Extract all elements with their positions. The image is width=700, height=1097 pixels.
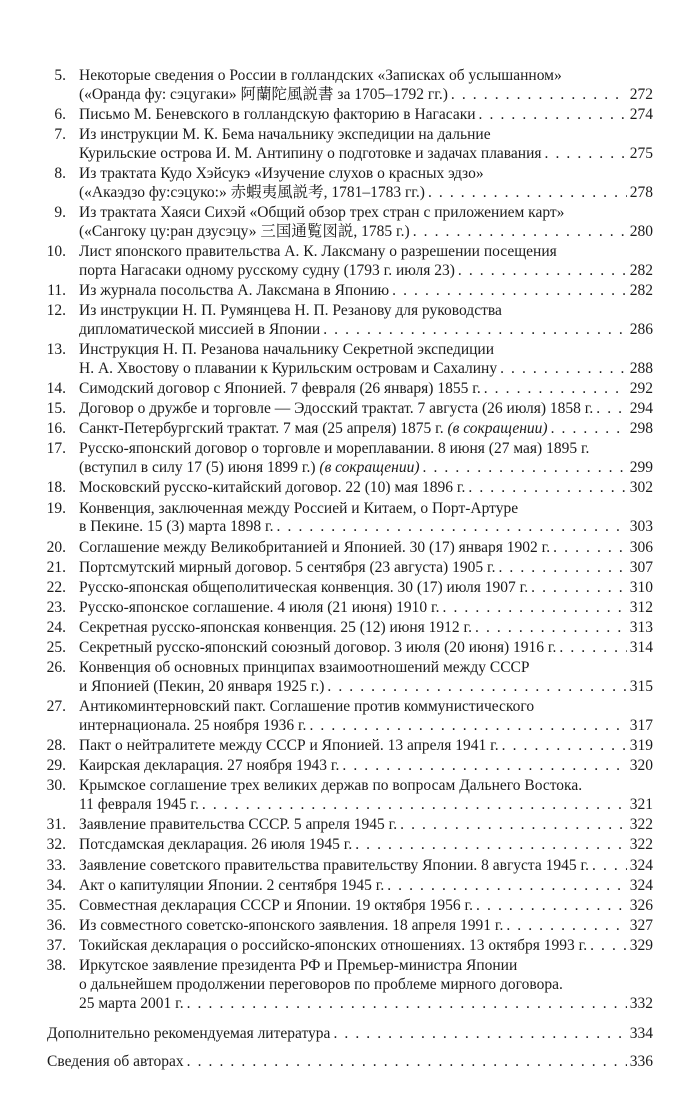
dot-leader bbox=[451, 86, 627, 105]
toc-entry bbox=[0, 67, 700, 105]
toc-entry bbox=[0, 599, 700, 618]
dot-leader bbox=[187, 995, 627, 1014]
toc-entry bbox=[0, 539, 700, 558]
page-number: 292 bbox=[629, 380, 653, 398]
toc-entry bbox=[0, 479, 700, 498]
dot-leader bbox=[551, 420, 627, 439]
toc-entry bbox=[0, 877, 700, 896]
entry-number: 15. bbox=[46, 400, 66, 418]
entry-title-line: Русско-японская общеполитическая конвенция. 30 (17) июля 1907 г. bbox=[79, 578, 529, 596]
entry-title-line: Симодский договор с Японией. 7 февраля (26 января) 1855 г. bbox=[79, 380, 481, 398]
entry-title-line: Русско-японский договор о торговле и мореплавании. 8 июня (27 мая) 1895 г. bbox=[79, 440, 590, 458]
entry-title-line: порта Нагасаки одному русскому судну (1793 г. июля 23) bbox=[79, 262, 455, 279]
entry-title-line: в Пекине. 15 (3) марта 1898 г. bbox=[79, 518, 274, 536]
dot-leader bbox=[400, 816, 627, 835]
entry-title-line: («Акаэдзо фу:сэцуко:» 赤蝦夷風説考, 1781–1783 гг.) bbox=[79, 184, 425, 201]
page-number: 275 bbox=[629, 145, 653, 162]
dot-leader bbox=[476, 897, 627, 916]
entry-title-line: Токийская декларация о российско-японских отношениях. 13 октября 1993 г. bbox=[79, 936, 588, 954]
dot-leader bbox=[468, 479, 626, 498]
entry-number: 6. bbox=[54, 106, 66, 123]
entry-number: 24. bbox=[46, 618, 66, 636]
dot-leader bbox=[323, 321, 627, 340]
entry-title-line: Конвенция об основных принципах взаимоотношений между СССР bbox=[79, 659, 530, 677]
section-title: Дополнительно рекомендуемая литература bbox=[47, 1024, 331, 1042]
toc-entry bbox=[0, 897, 700, 916]
page-number: 307 bbox=[629, 558, 653, 576]
toc-entry bbox=[0, 559, 700, 578]
toc-entry bbox=[0, 737, 700, 756]
toc-entry bbox=[0, 836, 700, 855]
toc-entry bbox=[0, 440, 700, 478]
page-number: 294 bbox=[629, 400, 653, 418]
entry-number: 19. bbox=[46, 499, 66, 517]
page-number: 280 bbox=[629, 223, 653, 240]
entry-number: 8. bbox=[54, 165, 66, 183]
dot-leader bbox=[596, 400, 626, 419]
entry-title-line: Из инструкции Н. П. Румянцева Н. П. Резанову для руководства bbox=[79, 302, 502, 320]
entry-title-line: Заявление правительства СССР. 5 апреля 1945 г. bbox=[79, 816, 398, 834]
dot-leader bbox=[458, 262, 627, 281]
dot-leader bbox=[392, 282, 627, 301]
dot-leader bbox=[475, 619, 627, 638]
entry-title-line: Из совместного советско-японского заявления. 18 апреля 1991 г. bbox=[79, 916, 504, 934]
page-number: 274 bbox=[629, 106, 653, 123]
toc-entry bbox=[0, 341, 700, 379]
entry-title-line: («Сангоку цу:ран дзусэцу» 三国通覧図説, 1785 г.) bbox=[79, 223, 410, 240]
page-number: 310 bbox=[629, 578, 653, 596]
page-number: 282 bbox=[629, 282, 653, 300]
entry-title-line: Соглашение между Великобританией и Японией. 30 (17) января 1902 г. bbox=[79, 538, 551, 556]
page-number: 312 bbox=[629, 598, 653, 616]
toc-entry bbox=[0, 937, 700, 956]
dot-leader bbox=[443, 599, 627, 618]
dot-leader bbox=[553, 539, 627, 558]
entry-title-line: дипломатической миссией в Японии bbox=[79, 321, 321, 339]
entry-title-line: Письмо М. Беневского в голландскую факторию в Нагасаки bbox=[79, 106, 476, 123]
dot-leader bbox=[592, 857, 627, 876]
toc-entry bbox=[0, 857, 700, 876]
entry-title-line: Крымское соглашение трех великих держав по вопросам Дальнего Востока. bbox=[79, 777, 583, 795]
toc-entry bbox=[0, 400, 700, 419]
entry-number: 30. bbox=[46, 777, 66, 795]
page-number: 334 bbox=[629, 1024, 653, 1042]
dot-leader bbox=[479, 106, 627, 125]
entry-number: 26. bbox=[46, 659, 66, 677]
entry-number: 20. bbox=[46, 538, 66, 556]
toc-entry bbox=[0, 420, 700, 439]
page-number: 320 bbox=[629, 757, 653, 775]
toc-entry bbox=[0, 659, 700, 697]
toc-entry bbox=[0, 165, 700, 203]
page-number: 299 bbox=[629, 459, 653, 477]
page-number: 326 bbox=[629, 896, 653, 914]
page-number: 336 bbox=[629, 1052, 653, 1070]
page-number: 321 bbox=[629, 796, 653, 814]
toc-entry bbox=[0, 957, 700, 1014]
entry-title-line: Конвенция, заключенная между Россией и Китаем, о Порт-Артуре bbox=[79, 499, 519, 517]
entry-title-line: 25 марта 2001 г. bbox=[79, 994, 184, 1012]
entry-title-line: Инструкция Н. П. Резанова начальнику Секретной экспедиции bbox=[79, 341, 495, 359]
entry-number: 7. bbox=[54, 126, 66, 144]
dot-leader bbox=[309, 717, 626, 736]
entry-title-line: и Японией (Пекин, 20 января 1925 г.) bbox=[79, 678, 325, 696]
entry-number: 38. bbox=[46, 956, 66, 974]
entry-number: 25. bbox=[46, 639, 66, 657]
entry-number: 9. bbox=[54, 204, 66, 222]
entry-title-line: Из инструкции М. К. Бема начальнику экспедиции на дальние bbox=[79, 126, 491, 144]
page-number: 298 bbox=[629, 420, 653, 438]
dot-leader bbox=[498, 559, 626, 578]
dot-leader bbox=[502, 737, 627, 756]
table-of-contents bbox=[0, 67, 700, 1071]
entry-number: 11. bbox=[47, 282, 66, 300]
entry-number: 32. bbox=[46, 836, 66, 854]
entry-title-line: 11 февраля 1945 г. bbox=[79, 796, 199, 814]
toc-entry bbox=[0, 302, 700, 340]
page-number: 306 bbox=[629, 538, 653, 556]
toc-entry bbox=[0, 500, 700, 538]
entry-number: 12. bbox=[46, 302, 66, 320]
dot-leader bbox=[327, 678, 626, 697]
entry-number: 14. bbox=[46, 380, 66, 398]
entry-number: 13. bbox=[46, 341, 66, 359]
entry-title-line: Из трактата Хаяси Сихэй «Общий обзор трех стран с приложением карт» bbox=[79, 204, 565, 222]
entry-number: 22. bbox=[46, 578, 66, 596]
toc-entry bbox=[0, 698, 700, 736]
entry-number: 16. bbox=[46, 420, 66, 438]
page-number: 303 bbox=[629, 518, 653, 536]
page-number: 282 bbox=[629, 262, 653, 279]
entry-title-line: Из трактата Кудо Хэйсукэ «Изучение слухов о красных эдзо» bbox=[79, 165, 484, 183]
entry-number: 34. bbox=[46, 876, 66, 894]
dot-leader bbox=[355, 836, 627, 855]
dot-leader bbox=[428, 184, 627, 203]
dot-leader bbox=[590, 937, 627, 956]
page-number: 324 bbox=[629, 856, 653, 874]
entry-number: 28. bbox=[46, 737, 66, 755]
toc-entry bbox=[0, 204, 700, 242]
dot-leader bbox=[559, 639, 626, 658]
entry-number: 31. bbox=[46, 816, 66, 834]
dot-leader bbox=[423, 459, 627, 478]
entry-number: 29. bbox=[46, 757, 66, 775]
entry-number: 17. bbox=[46, 440, 66, 458]
dot-leader bbox=[545, 145, 627, 164]
entry-number: 21. bbox=[46, 558, 66, 576]
entry-title-line: Акт о капитуляции Японии. 2 сентября 1945 г. bbox=[79, 876, 385, 894]
entry-title-line: Санкт-Петербургский трактат. 7 мая (25 апреля) 1875 г. bbox=[79, 420, 444, 438]
toc-entry bbox=[0, 777, 700, 815]
entry-number: 10. bbox=[46, 243, 66, 261]
entry-title-line: Портсмутский мирный договор. 5 сентября (23 августа) 1905 г. bbox=[79, 558, 496, 576]
page-number: 313 bbox=[629, 618, 653, 636]
entry-title-line: Потсдамская декларация. 26 июля 1945 г. bbox=[79, 836, 353, 854]
page-number: 322 bbox=[629, 816, 653, 834]
page-number: 288 bbox=[629, 360, 653, 378]
toc-section-entry bbox=[0, 1052, 700, 1071]
entry-title-line: Из журнала посольства А. Лаксмана в Японию bbox=[79, 282, 390, 300]
entry-number: 33. bbox=[46, 856, 66, 874]
entry-title-line: Иркутское заявление президента РФ и Премьер-министра Японии bbox=[79, 956, 518, 974]
entry-title-line: о дальнейшем продолжении переговоров по проблеме мирного договора. bbox=[79, 975, 563, 993]
entry-number: 18. bbox=[46, 479, 66, 497]
page-number: 329 bbox=[629, 936, 653, 954]
page-number: 272 bbox=[629, 85, 653, 103]
page-number: 286 bbox=[629, 321, 653, 339]
page-number: 315 bbox=[629, 678, 653, 696]
dot-leader bbox=[484, 380, 627, 399]
page-number: 327 bbox=[629, 916, 653, 934]
dot-leader bbox=[500, 360, 627, 379]
entry-title-line: Пакт о нейтралитете между СССР и Японией. 13 апреля 1941 г. bbox=[79, 737, 499, 755]
entry-number: 37. bbox=[46, 936, 66, 954]
toc-entry bbox=[0, 126, 700, 164]
toc-entry bbox=[0, 639, 700, 658]
entry-note: (в сокращении) bbox=[319, 459, 420, 477]
entry-number: 36. bbox=[46, 916, 66, 934]
toc-entry bbox=[0, 106, 700, 125]
entry-title-line: Антикоминтерновский пакт. Соглашение против коммунистического bbox=[79, 698, 535, 716]
dot-leader bbox=[187, 1052, 627, 1071]
entry-number: 35. bbox=[46, 896, 66, 914]
toc-section-entry bbox=[0, 1024, 700, 1043]
dot-leader bbox=[506, 917, 626, 936]
toc-entry bbox=[0, 380, 700, 399]
entry-title-line: интернационала. 25 ноября 1936 г. bbox=[79, 717, 307, 735]
entry-title-line: Курильские острова И. М. Антипину о подготовке и задачах плавания bbox=[79, 145, 542, 162]
dot-leader bbox=[342, 757, 626, 776]
entry-title-line: Некоторые сведения о России в голландских «Записках об услышанном» bbox=[79, 67, 562, 84]
dot-leader bbox=[387, 877, 627, 896]
page-number: 332 bbox=[629, 994, 653, 1012]
section-title: Сведения об авторах bbox=[47, 1052, 184, 1070]
toc-entry bbox=[0, 243, 700, 281]
entry-title-line: Секретный русско-японский союзный договор. 3 июля (20 июня) 1916 г. bbox=[79, 639, 557, 657]
page-number: 302 bbox=[629, 479, 653, 497]
toc-entry bbox=[0, 757, 700, 776]
entry-number: 23. bbox=[46, 598, 66, 616]
entry-title-line: Заявление советского правительства правительству Японии. 8 августа 1945 г. bbox=[79, 856, 590, 874]
page-number: 278 bbox=[629, 184, 653, 201]
entry-title-line: Секретная русско-японская конвенция. 25 (12) июня 1912 г. bbox=[79, 618, 473, 636]
toc-entry bbox=[0, 282, 700, 301]
entry-title-line: Лист японского правительства А. К. Лаксману о разрешении посещения bbox=[79, 243, 557, 261]
page-number: 317 bbox=[629, 717, 653, 735]
entry-number: 27. bbox=[46, 698, 66, 716]
entry-title-line: Договор о дружбе и торговле — Эдосский трактат. 7 августа (26 июля) 1858 г. bbox=[79, 400, 594, 418]
toc-entry bbox=[0, 579, 700, 598]
entry-title-line: Совместная декларация СССР и Японии. 19 октября 1956 г. bbox=[79, 896, 474, 914]
page-number: 322 bbox=[629, 836, 653, 854]
entry-title-line: Московский русско-китайский договор. 22 (10) мая 1896 г. bbox=[79, 479, 466, 497]
entry-number: 5. bbox=[54, 67, 66, 84]
dot-leader bbox=[277, 518, 627, 537]
entry-title-line: Русско-японское соглашение. 4 июля (21 июня) 1910 г. bbox=[79, 598, 440, 616]
dot-leader bbox=[202, 796, 627, 815]
page-number: 319 bbox=[629, 737, 653, 755]
entry-title-line: Н. А. Хвостову о плавании к Курильским островам и Сахалину bbox=[79, 360, 498, 378]
toc-entry bbox=[0, 816, 700, 835]
entry-title-line: (вступил в силу 17 (5) июня 1899 г.) bbox=[79, 459, 316, 477]
dot-leader bbox=[413, 223, 627, 242]
page-number: 314 bbox=[629, 639, 653, 657]
page-number: 324 bbox=[629, 876, 653, 894]
toc-entry bbox=[0, 917, 700, 936]
entry-note: (в сокращении) bbox=[447, 420, 548, 438]
toc-entry bbox=[0, 619, 700, 638]
dot-leader bbox=[333, 1024, 626, 1043]
entry-title-line: Каирская декларация. 27 ноября 1943 г. bbox=[79, 757, 340, 775]
entry-title-line: («Оранда фу: сэцугаки» 阿蘭陀風説書 за 1705–1792 гг.) bbox=[79, 85, 448, 103]
dot-leader bbox=[531, 579, 627, 598]
